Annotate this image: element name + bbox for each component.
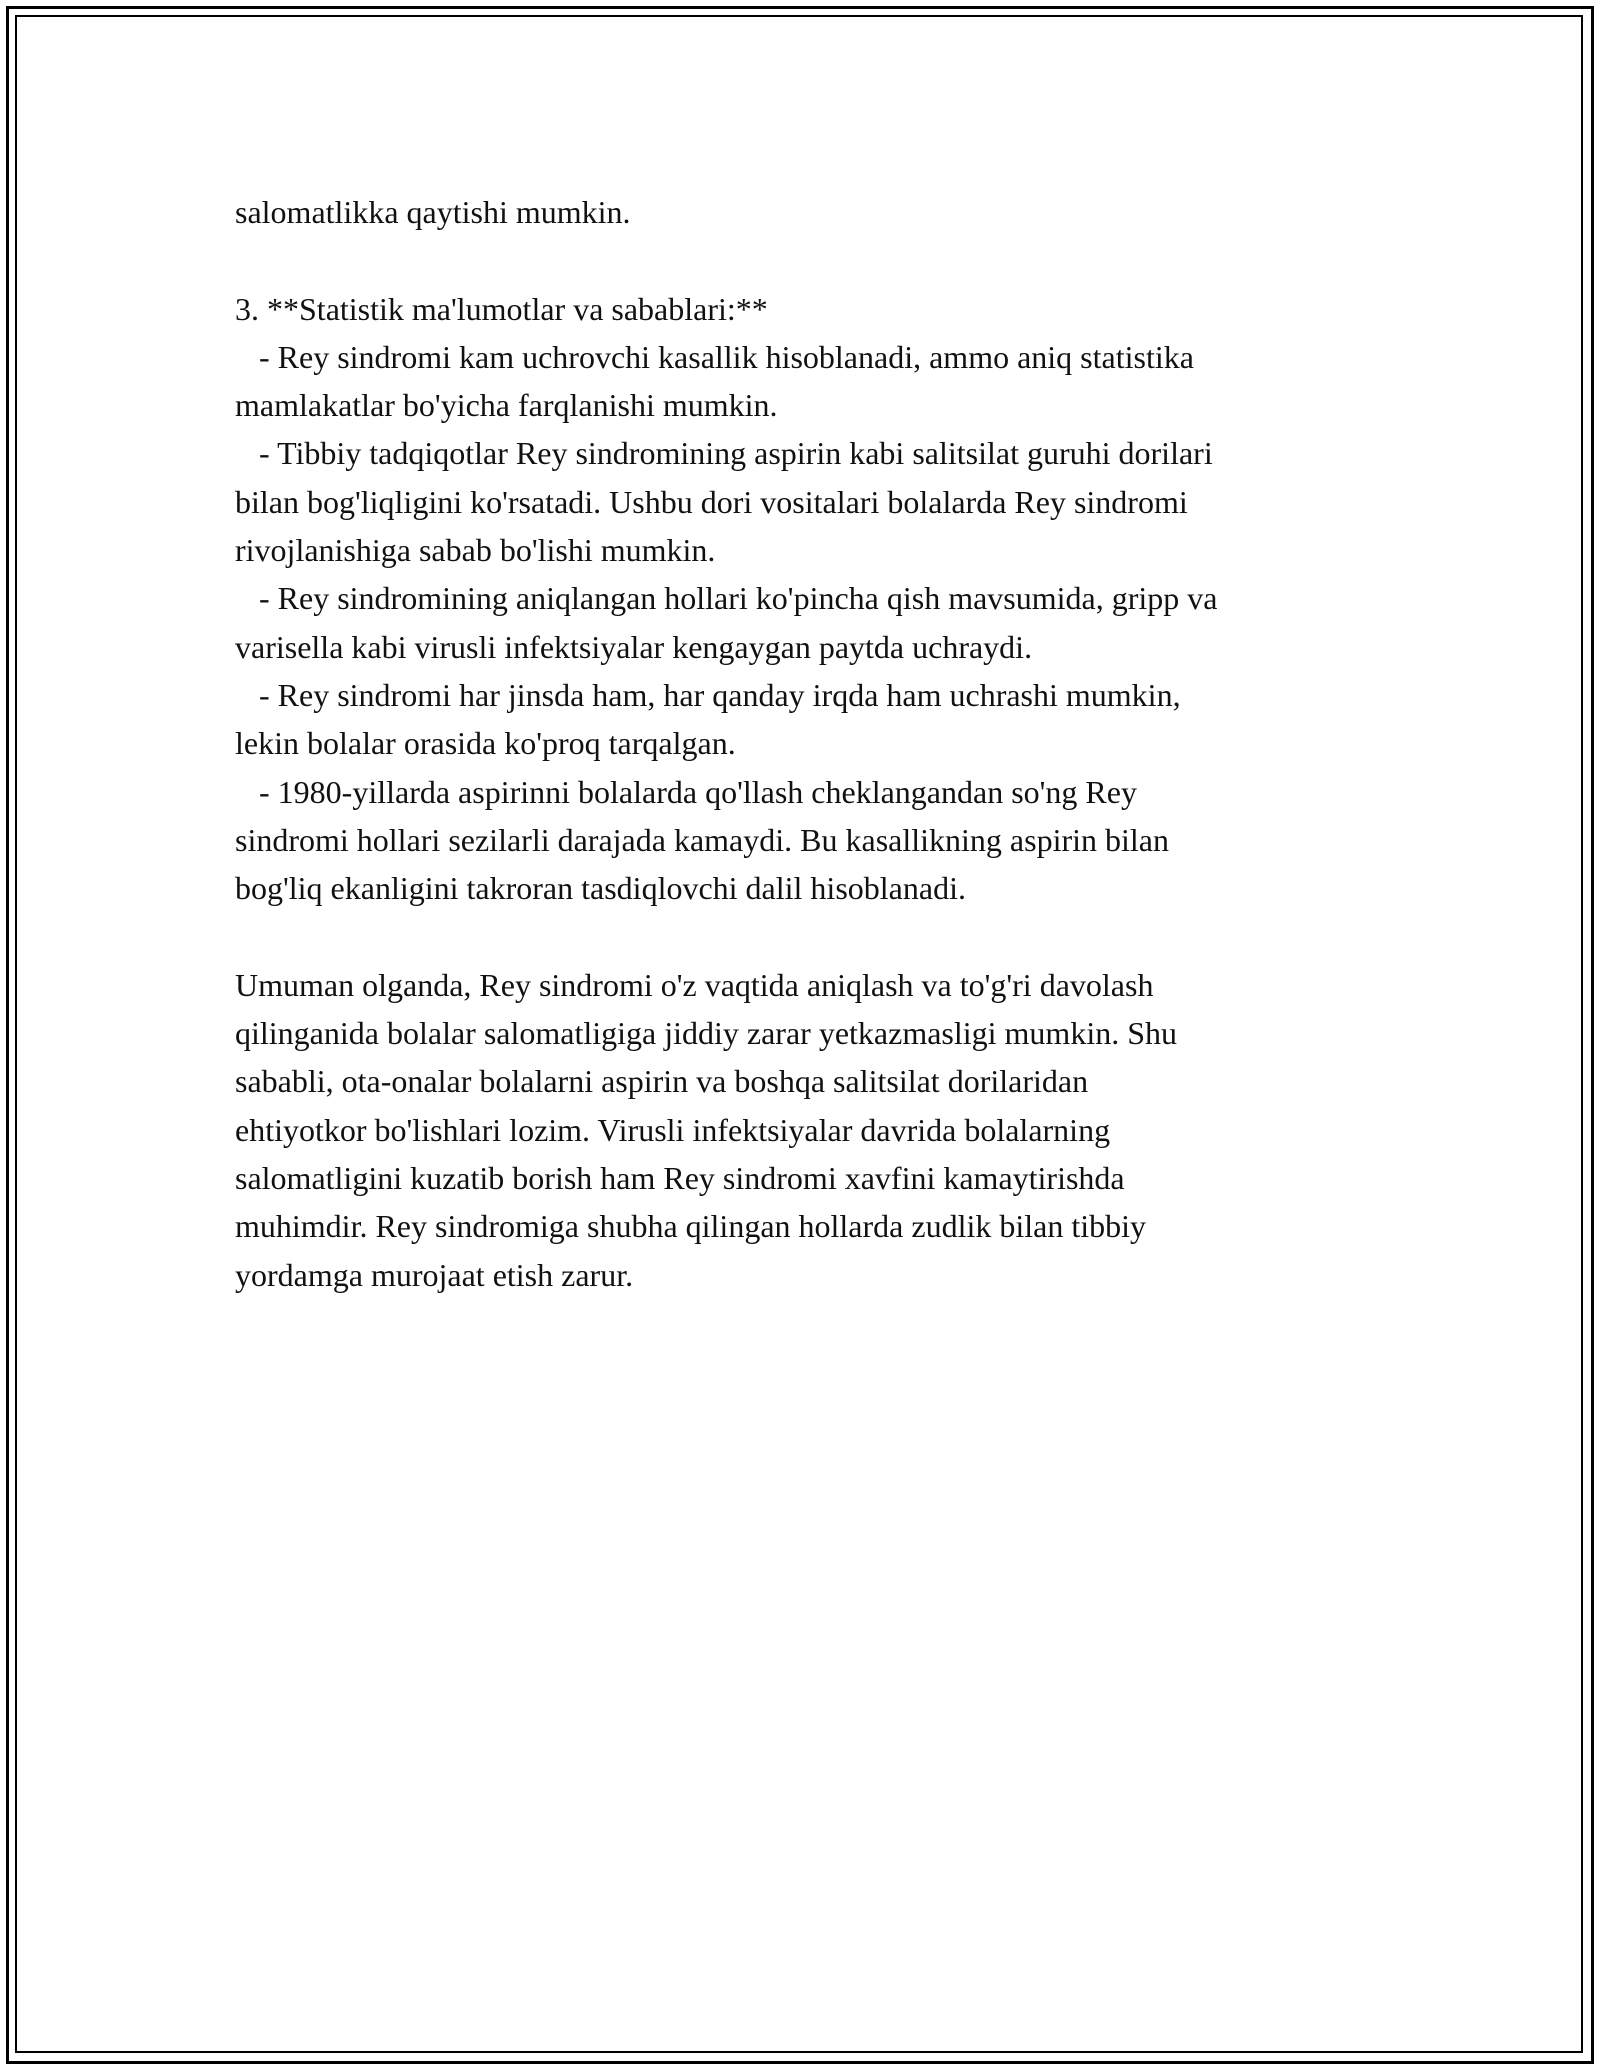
- text-line: - Rey sindromi har jinsda ham, har qanday irqda ham uchrashi mumkin,: [235, 676, 1181, 713]
- text-line: yordamga murojaat etish zarur.: [235, 1256, 634, 1293]
- section-heading: 3. **Statistik ma'lumotlar va sabablari:**: [235, 290, 768, 327]
- text-line: rivojlanishiga sabab bo'lishi mumkin.: [235, 532, 716, 569]
- text-line: sindromi hollari sezilarli darajada kamaydi. Bu kasallikning aspirin bilan: [235, 821, 1169, 858]
- text-line: ehtiyotkor bo'lishlari lozim. Virusli infektsiyalar davrida bolalarning: [235, 1111, 1111, 1148]
- text-line: - 1980-yillarda aspirinni bolalarda qo'llash cheklangandan so'ng Rey: [235, 773, 1137, 810]
- blank-line: [235, 912, 1375, 960]
- text-line: qilinganida bolalar salomatligiga jiddiy zarar yetkazmasligi mumkin. Shu: [235, 1015, 1177, 1052]
- text-line: Umuman olganda, Rey sindromi o'z vaqtida aniqlash va to'g'ri davolash: [235, 966, 1154, 1003]
- text-line: varisella kabi virusli infektsiyalar kengaygan paytda uchraydi.: [235, 628, 1033, 665]
- text-line: - Rey sindromining aniqlangan hollari ko'pincha qish mavsumida, gripp va: [235, 580, 1218, 617]
- text-line: bog'liq ekanligini takroran tasdiqlovchi dalil hisoblanadi.: [235, 870, 966, 907]
- blank-line: [235, 236, 1375, 284]
- text-line: bilan bog'liqligini ko'rsatadi. Ushbu dori vositalari bolalarda Rey sindromi: [235, 483, 1188, 520]
- text-line: mamlakatlar bo'yicha farqlanishi mumkin.: [235, 387, 778, 424]
- text-line: - Rey sindromi kam uchrovchi kasallik hisoblanadi, ammo aniq statistika: [235, 338, 1194, 375]
- text-line: sababli, ota-onalar bolalarni aspirin va boshqa salitsilat dorilaridan: [235, 1063, 1089, 1100]
- text-line: lekin bolalar orasida ko'proq tarqalgan.: [235, 725, 736, 762]
- document-body: [235, 188, 1375, 1299]
- text-line: - Tibbiy tadqiqotlar Rey sindromining aspirin kabi salitsilat guruhi dorilari: [235, 435, 1213, 472]
- text-line: salomatligini kuzatib borish ham Rey sindromi xavfini kamaytirishda: [235, 1159, 1125, 1196]
- text-line: salomatlikka qaytishi mumkin.: [235, 194, 631, 230]
- text-line: muhimdir. Rey sindromiga shubha qilingan hollarda zudlik bilan tibbiy: [235, 1208, 1146, 1245]
